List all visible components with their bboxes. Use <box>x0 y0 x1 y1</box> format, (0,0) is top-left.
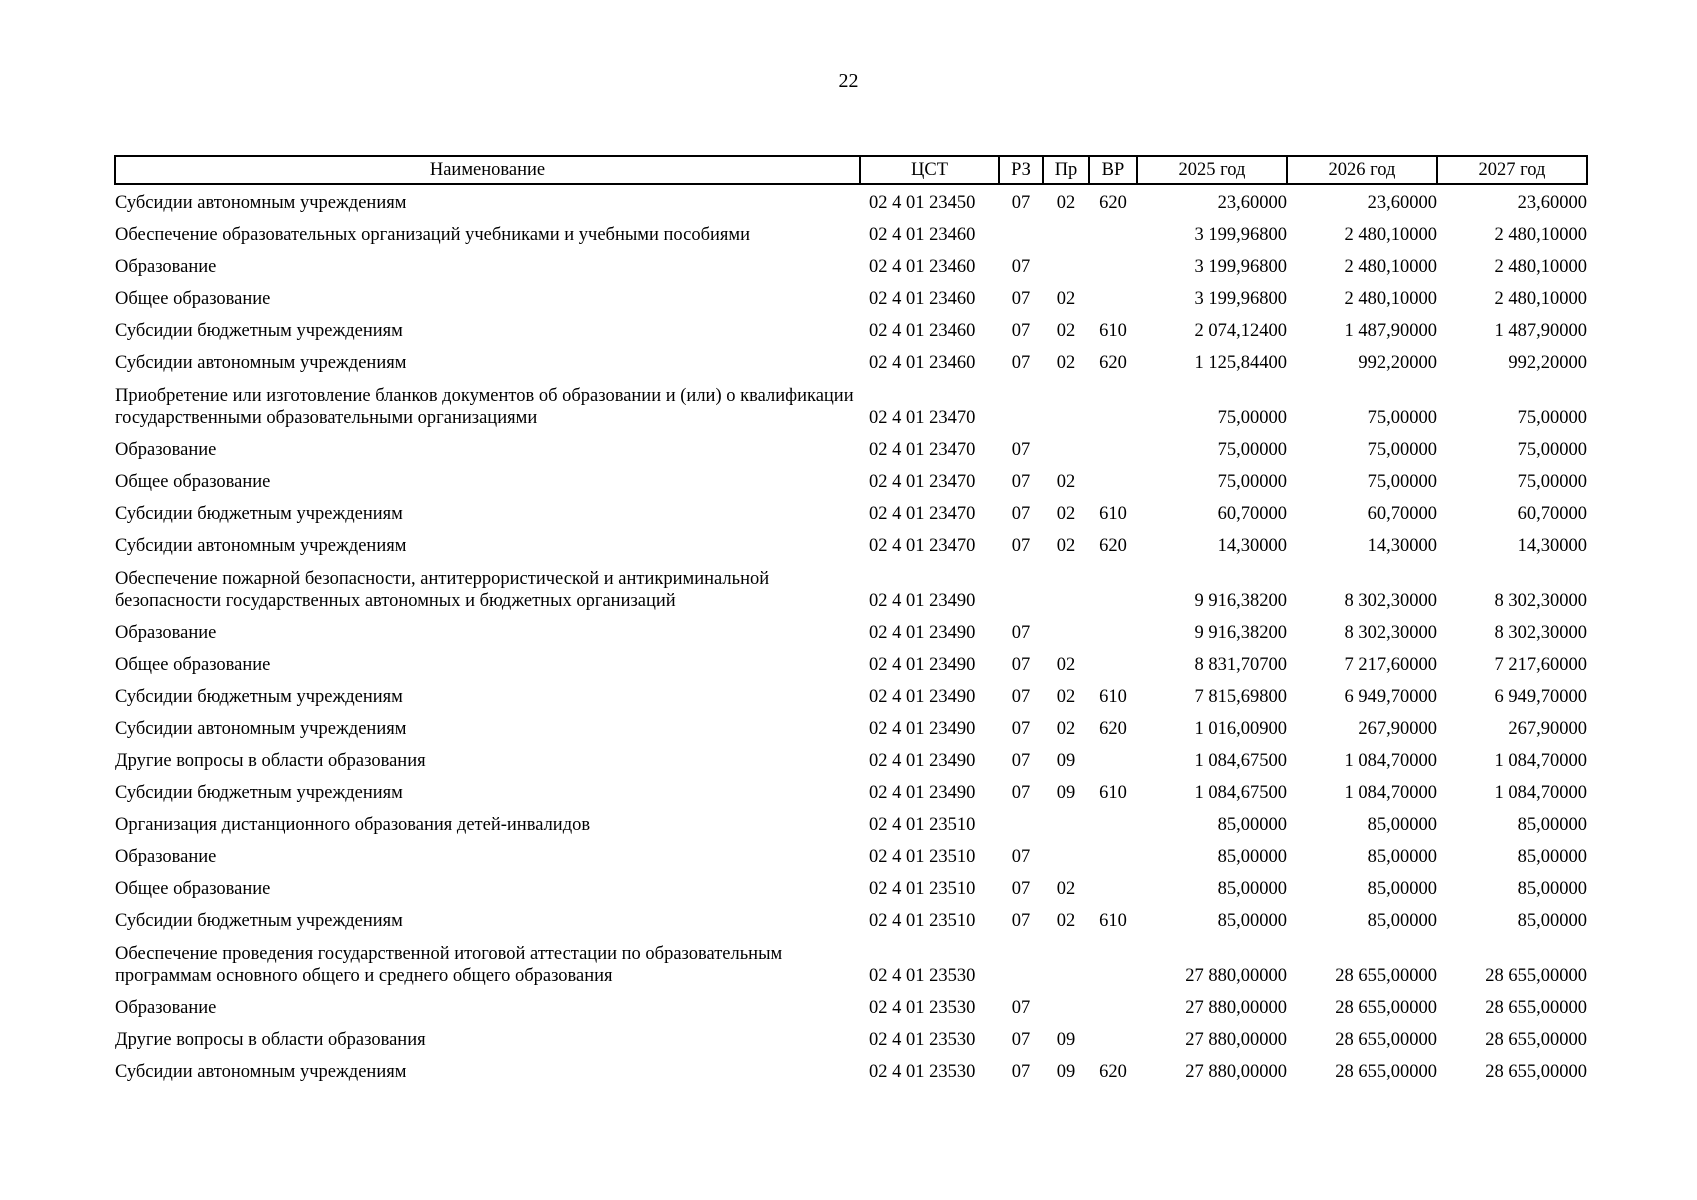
cell-pr: 09 <box>1056 751 1076 771</box>
cell-2027: 1 487,90000 <box>1494 321 1587 341</box>
cell-2026: 1 084,70000 <box>1344 751 1437 771</box>
cell-name: Общее образование <box>115 289 271 309</box>
cell-2025: 27 880,00000 <box>1185 998 1287 1018</box>
cell-rz: 07 <box>1011 440 1031 460</box>
cell-name: Приобретение или изготовление бланков документов об образовании и (или) о квалификации государственными образовательными организациями <box>115 386 854 428</box>
cell-pr: 02 <box>1056 353 1076 373</box>
cell-rz: 07 <box>1011 472 1031 492</box>
cell-2026: 6 949,70000 <box>1344 687 1437 707</box>
cell-2026: 75,00000 <box>1367 408 1437 428</box>
cell-name: Организация дистанционного образования детей-инвалидов <box>115 815 591 835</box>
cell-2025: 3 199,96800 <box>1194 225 1287 245</box>
cell-rz: 07 <box>1011 687 1031 707</box>
cell-vr <box>1089 249 1137 281</box>
cell-2027: 2 480,10000 <box>1494 225 1587 245</box>
cell-pr: 09 <box>1056 1062 1076 1082</box>
cell-vr: 610 <box>1099 687 1127 707</box>
cell-2026: 28 655,00000 <box>1335 1062 1437 1082</box>
cell-2027: 75,00000 <box>1517 408 1587 428</box>
table-row <box>115 217 1587 249</box>
cell-vr <box>1089 647 1137 679</box>
cell-vr: 610 <box>1099 783 1127 803</box>
header-cst: ЦСТ <box>860 156 999 184</box>
table-row <box>115 775 1587 807</box>
cell-2025: 75,00000 <box>1217 408 1287 428</box>
cell-vr: 610 <box>1099 911 1127 931</box>
cell-2026: 28 655,00000 <box>1335 1030 1437 1050</box>
cell-pr: 02 <box>1056 655 1076 675</box>
cell-2027: 85,00000 <box>1517 911 1587 931</box>
cell-cst: 02 4 01 23530 <box>869 998 976 1018</box>
cell-pr: 02 <box>1056 193 1076 213</box>
cell-rz: 07 <box>1011 321 1031 341</box>
cell-cst: 02 4 01 23460 <box>869 289 976 309</box>
table-row <box>115 249 1587 281</box>
cell-cst: 02 4 01 23490 <box>869 655 976 675</box>
cell-cst: 02 4 01 23460 <box>869 353 976 373</box>
cell-vr: 620 <box>1099 353 1127 373</box>
cell-2027: 14,30000 <box>1517 536 1587 556</box>
cell-vr: 610 <box>1099 504 1127 524</box>
cell-rz: 07 <box>1011 783 1031 803</box>
cell-2026: 85,00000 <box>1367 847 1437 867</box>
cell-2025: 85,00000 <box>1217 879 1287 899</box>
cell-vr: 620 <box>1099 719 1127 739</box>
cell-2025: 8 831,70700 <box>1194 655 1287 675</box>
table-row <box>115 432 1587 464</box>
table-row <box>115 990 1587 1022</box>
cell-name: Другие вопросы в области образования <box>115 751 426 771</box>
cell-rz: 07 <box>1011 193 1031 213</box>
cell-vr <box>1089 871 1137 903</box>
table-body <box>115 184 1587 1086</box>
cell-vr <box>1089 743 1137 775</box>
cell-2027: 1 084,70000 <box>1494 751 1587 771</box>
cell-name: Образование <box>115 998 217 1018</box>
cell-2027: 2 480,10000 <box>1494 289 1587 309</box>
header-pr: Пр <box>1043 156 1089 184</box>
cell-pr <box>1043 217 1089 249</box>
cell-2026: 992,20000 <box>1358 353 1437 373</box>
cell-pr <box>1043 839 1089 871</box>
cell-rz: 07 <box>1011 879 1031 899</box>
cell-2025: 27 880,00000 <box>1185 966 1287 986</box>
cell-rz: 07 <box>1011 847 1031 867</box>
cell-cst: 02 4 01 23530 <box>869 1030 976 1050</box>
cell-vr <box>1089 615 1137 647</box>
cell-rz <box>999 807 1043 839</box>
cell-rz: 07 <box>1011 1030 1031 1050</box>
cell-2026: 28 655,00000 <box>1335 966 1437 986</box>
cell-vr <box>1089 839 1137 871</box>
cell-2025: 75,00000 <box>1217 472 1287 492</box>
cell-2025: 75,00000 <box>1217 440 1287 460</box>
cell-2025: 60,70000 <box>1217 504 1287 524</box>
cell-2026: 60,70000 <box>1367 504 1437 524</box>
table-row <box>115 743 1587 775</box>
cell-2025: 14,30000 <box>1217 536 1287 556</box>
cell-name: Субсидии автономным учреждениям <box>115 353 407 373</box>
cell-vr: 620 <box>1099 1062 1127 1082</box>
cell-cst: 02 4 01 23450 <box>869 193 976 213</box>
table-row <box>115 496 1587 528</box>
table-row <box>115 871 1587 903</box>
cell-2027: 267,90000 <box>1508 719 1587 739</box>
cell-2025: 85,00000 <box>1217 911 1287 931</box>
cell-name: Общее образование <box>115 879 271 899</box>
cell-2026: 23,60000 <box>1367 193 1437 213</box>
cell-pr: 02 <box>1056 911 1076 931</box>
cell-2025: 23,60000 <box>1217 193 1287 213</box>
cell-rz <box>999 560 1043 615</box>
table-row <box>115 1022 1587 1054</box>
cell-name: Субсидии бюджетным учреждениям <box>115 687 403 707</box>
cell-2026: 8 302,30000 <box>1344 591 1437 611</box>
cell-2025: 3 199,96800 <box>1194 289 1287 309</box>
cell-2027: 75,00000 <box>1517 472 1587 492</box>
cell-name: Обеспечение пожарной безопасности, антитеррористической и антикриминальной безопасности государственных автономных и бюджетных организаций <box>115 569 770 611</box>
cell-name: Образование <box>115 847 217 867</box>
cell-name: Субсидии автономным учреждениям <box>115 193 407 213</box>
header-rz: РЗ <box>999 156 1043 184</box>
cell-vr <box>1089 432 1137 464</box>
cell-name: Субсидии автономным учреждениям <box>115 1062 407 1082</box>
table-row <box>115 281 1587 313</box>
cell-2025: 27 880,00000 <box>1185 1062 1287 1082</box>
cell-2025: 9 916,38200 <box>1194 591 1287 611</box>
cell-rz: 07 <box>1011 504 1031 524</box>
cell-vr: 610 <box>1099 321 1127 341</box>
cell-pr: 02 <box>1056 504 1076 524</box>
cell-2026: 14,30000 <box>1367 536 1437 556</box>
cell-name: Общее образование <box>115 472 271 492</box>
header-name: Наименование <box>115 156 860 184</box>
cell-2025: 85,00000 <box>1217 847 1287 867</box>
budget-table <box>114 155 1588 1086</box>
cell-2026: 85,00000 <box>1367 815 1437 835</box>
cell-cst: 02 4 01 23470 <box>869 440 976 460</box>
cell-2026: 7 217,60000 <box>1344 655 1437 675</box>
cell-pr: 02 <box>1056 472 1076 492</box>
cell-name: Субсидии автономным учреждениям <box>115 536 407 556</box>
cell-pr <box>1043 807 1089 839</box>
cell-cst: 02 4 01 23490 <box>869 719 976 739</box>
table-row <box>115 711 1587 743</box>
cell-rz: 07 <box>1011 719 1031 739</box>
cell-cst: 02 4 01 23470 <box>869 536 976 556</box>
cell-name: Субсидии бюджетным учреждениям <box>115 321 403 341</box>
header-2025: 2025 год <box>1137 156 1287 184</box>
cell-2027: 75,00000 <box>1517 440 1587 460</box>
header-vr: ВР <box>1089 156 1137 184</box>
cell-2025: 27 880,00000 <box>1185 1030 1287 1050</box>
cell-rz: 07 <box>1011 536 1031 556</box>
cell-cst: 02 4 01 23460 <box>869 257 976 277</box>
cell-name: Субсидии автономным учреждениям <box>115 719 407 739</box>
cell-rz: 07 <box>1011 289 1031 309</box>
cell-2027: 28 655,00000 <box>1485 998 1587 1018</box>
cell-cst: 02 4 01 23490 <box>869 687 976 707</box>
cell-2025: 1 084,67500 <box>1194 783 1287 803</box>
cell-2027: 7 217,60000 <box>1494 655 1587 675</box>
table-row <box>115 184 1587 217</box>
cell-vr <box>1089 807 1137 839</box>
cell-2027: 85,00000 <box>1517 815 1587 835</box>
cell-2027: 8 302,30000 <box>1494 591 1587 611</box>
cell-pr <box>1043 432 1089 464</box>
cell-pr: 02 <box>1056 879 1076 899</box>
cell-pr: 09 <box>1056 783 1076 803</box>
cell-name: Образование <box>115 623 217 643</box>
cell-name: Образование <box>115 440 217 460</box>
table-row <box>115 935 1587 990</box>
cell-2026: 85,00000 <box>1367 911 1437 931</box>
cell-2026: 1 487,90000 <box>1344 321 1437 341</box>
cell-2026: 75,00000 <box>1367 440 1437 460</box>
cell-2025: 1 084,67500 <box>1194 751 1287 771</box>
cell-2025: 7 815,69800 <box>1194 687 1287 707</box>
table-row <box>115 647 1587 679</box>
cell-2027: 85,00000 <box>1517 847 1587 867</box>
cell-2027: 992,20000 <box>1508 353 1587 373</box>
cell-rz: 07 <box>1011 257 1031 277</box>
cell-name: Другие вопросы в области образования <box>115 1030 426 1050</box>
cell-pr <box>1043 615 1089 647</box>
cell-cst: 02 4 01 23460 <box>869 225 976 245</box>
cell-2027: 23,60000 <box>1517 193 1587 213</box>
table-row <box>115 377 1587 432</box>
cell-2026: 2 480,10000 <box>1344 289 1437 309</box>
cell-rz <box>999 935 1043 990</box>
cell-vr: 620 <box>1099 536 1127 556</box>
cell-pr: 09 <box>1056 1030 1076 1050</box>
cell-vr <box>1089 464 1137 496</box>
table-row <box>115 528 1587 560</box>
cell-2025: 3 199,96800 <box>1194 257 1287 277</box>
cell-pr: 02 <box>1056 687 1076 707</box>
cell-rz: 07 <box>1011 353 1031 373</box>
table-row <box>115 313 1587 345</box>
cell-name: Обеспечение проведения государственной итоговой аттестации по образовательным программам основного общего и среднего общего образования <box>115 944 783 986</box>
cell-2026: 2 480,10000 <box>1344 225 1437 245</box>
cell-name: Субсидии бюджетным учреждениям <box>115 911 403 931</box>
cell-pr <box>1043 249 1089 281</box>
cell-2026: 1 084,70000 <box>1344 783 1437 803</box>
cell-rz: 07 <box>1011 655 1031 675</box>
table-row <box>115 903 1587 935</box>
cell-2027: 28 655,00000 <box>1485 1030 1587 1050</box>
cell-vr <box>1089 1022 1137 1054</box>
cell-2027: 8 302,30000 <box>1494 623 1587 643</box>
cell-cst: 02 4 01 23470 <box>869 472 976 492</box>
cell-2027: 2 480,10000 <box>1494 257 1587 277</box>
cell-name: Обеспечение образовательных организаций учебниками и учебными пособиями <box>115 225 751 245</box>
cell-cst: 02 4 01 23470 <box>869 504 976 524</box>
table-row <box>115 679 1587 711</box>
page-number: 22 <box>838 70 859 92</box>
cell-name: Субсидии бюджетным учреждениям <box>115 504 403 524</box>
cell-vr <box>1089 281 1137 313</box>
table-row <box>115 1054 1587 1086</box>
cell-pr <box>1043 935 1089 990</box>
cell-rz: 07 <box>1011 998 1031 1018</box>
header-2027: 2027 год <box>1437 156 1587 184</box>
cell-2027: 6 949,70000 <box>1494 687 1587 707</box>
cell-pr: 02 <box>1056 719 1076 739</box>
cell-cst: 02 4 01 23510 <box>869 815 976 835</box>
cell-name: Образование <box>115 257 217 277</box>
cell-2027: 28 655,00000 <box>1485 966 1587 986</box>
cell-pr <box>1043 990 1089 1022</box>
cell-cst: 02 4 01 23490 <box>869 623 976 643</box>
cell-vr <box>1089 377 1137 432</box>
cell-vr <box>1089 990 1137 1022</box>
cell-2027: 1 084,70000 <box>1494 783 1587 803</box>
cell-pr <box>1043 560 1089 615</box>
cell-2025: 2 074,12400 <box>1194 321 1287 341</box>
cell-2025: 1 016,00900 <box>1194 719 1287 739</box>
cell-pr: 02 <box>1056 536 1076 556</box>
cell-2026: 85,00000 <box>1367 879 1437 899</box>
cell-cst: 02 4 01 23510 <box>869 847 976 867</box>
cell-cst: 02 4 01 23490 <box>869 783 976 803</box>
cell-vr <box>1089 560 1137 615</box>
cell-2026: 28 655,00000 <box>1335 998 1437 1018</box>
cell-2027: 28 655,00000 <box>1485 1062 1587 1082</box>
cell-2027: 60,70000 <box>1517 504 1587 524</box>
cell-vr <box>1089 217 1137 249</box>
cell-cst: 02 4 01 23490 <box>869 591 976 611</box>
cell-cst: 02 4 01 23460 <box>869 321 976 341</box>
cell-2025: 9 916,38200 <box>1194 623 1287 643</box>
cell-rz: 07 <box>1011 911 1031 931</box>
cell-rz: 07 <box>1011 751 1031 771</box>
table-header-row <box>115 156 1587 184</box>
cell-cst: 02 4 01 23470 <box>869 408 976 428</box>
cell-cst: 02 4 01 23510 <box>869 879 976 899</box>
header-2026: 2026 год <box>1287 156 1437 184</box>
table-row <box>115 807 1587 839</box>
cell-cst: 02 4 01 23510 <box>869 911 976 931</box>
cell-2027: 85,00000 <box>1517 879 1587 899</box>
cell-vr <box>1089 935 1137 990</box>
cell-rz: 07 <box>1011 1062 1031 1082</box>
cell-2026: 2 480,10000 <box>1344 257 1437 277</box>
cell-2025: 85,00000 <box>1217 815 1287 835</box>
table-row <box>115 839 1587 871</box>
cell-cst: 02 4 01 23530 <box>869 966 976 986</box>
cell-rz: 07 <box>1011 623 1031 643</box>
cell-pr: 02 <box>1056 289 1076 309</box>
cell-vr: 620 <box>1099 193 1127 213</box>
cell-cst: 02 4 01 23490 <box>869 751 976 771</box>
cell-2026: 75,00000 <box>1367 472 1437 492</box>
cell-cst: 02 4 01 23530 <box>869 1062 976 1082</box>
table-row <box>115 345 1587 377</box>
cell-pr: 02 <box>1056 321 1076 341</box>
cell-2026: 8 302,30000 <box>1344 623 1437 643</box>
cell-2025: 1 125,84400 <box>1194 353 1287 373</box>
table-row <box>115 560 1587 615</box>
cell-rz <box>999 377 1043 432</box>
cell-rz <box>999 217 1043 249</box>
table-row <box>115 615 1587 647</box>
cell-2026: 267,90000 <box>1358 719 1437 739</box>
table-row <box>115 464 1587 496</box>
cell-name: Общее образование <box>115 655 271 675</box>
cell-name: Субсидии бюджетным учреждениям <box>115 783 403 803</box>
cell-pr <box>1043 377 1089 432</box>
